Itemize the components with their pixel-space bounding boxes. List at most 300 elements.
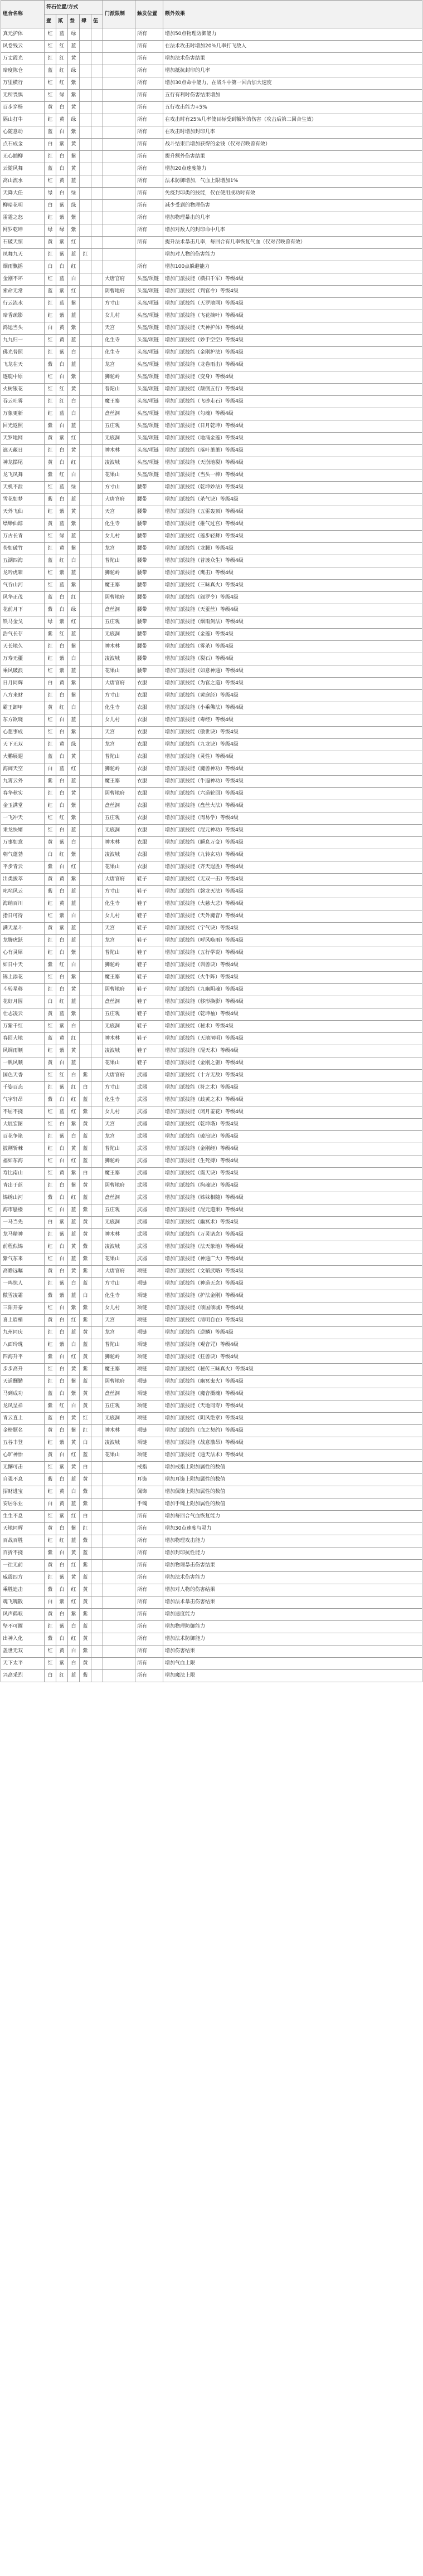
- row-slot-4: [80, 445, 91, 457]
- row-slot-1: 绿: [45, 616, 56, 629]
- row-sect: 花果山: [103, 861, 135, 874]
- table-row: [1, 53, 422, 65]
- row-slot-3: 蓝: [68, 1290, 80, 1302]
- row-effect: 增加门派技能（十方无敌）等级4级: [163, 1070, 422, 1082]
- row-name: 斗转星移: [1, 984, 45, 996]
- row-slot-2: 白: [56, 1547, 68, 1560]
- row-slot-5: [91, 1057, 103, 1070]
- row-slot-4: [80, 433, 91, 445]
- row-slot-1: 红: [45, 1302, 56, 1315]
- row-effect: 增加法术防御能力: [163, 1633, 422, 1645]
- row-trigger: 所有: [135, 212, 163, 224]
- table-row: [1, 200, 422, 212]
- row-name: 自强不息: [1, 1474, 45, 1486]
- row-slot-5: [91, 1241, 103, 1253]
- table-row: [1, 665, 422, 678]
- table-row: [1, 102, 422, 114]
- row-slot-3: 蓝: [68, 175, 80, 188]
- row-sect: 盘丝洞: [103, 800, 135, 812]
- row-effect: 增加门派技能（清明自在）等级4级: [163, 1315, 422, 1327]
- table-row: [1, 151, 422, 163]
- table-row: [1, 1400, 422, 1413]
- row-slot-3: 紫: [68, 678, 80, 690]
- row-slot-1: 绿: [45, 188, 56, 200]
- row-slot-3: 紫: [68, 151, 80, 163]
- row-slot-1: 红: [45, 1535, 56, 1547]
- row-slot-3: 白: [68, 408, 80, 420]
- row-trigger: 武器: [135, 1119, 163, 1131]
- row-trigger: 腰带: [135, 518, 163, 531]
- row-sect: [103, 139, 135, 151]
- row-trigger: 腰带: [135, 641, 163, 653]
- row-slot-3: 绿: [68, 604, 80, 616]
- row-effect: 增加门派技能（变身）等级4级: [163, 371, 422, 384]
- table-row: [1, 347, 422, 359]
- row-effect: 增加门派技能（神通广大）等级4级: [163, 1253, 422, 1266]
- row-slot-2: 黄: [56, 898, 68, 910]
- row-trigger: 鞋子: [135, 923, 163, 935]
- row-effect: 增加门派技能（倾国倾城）等级4级: [163, 1302, 422, 1315]
- row-slot-3: 紫: [68, 518, 80, 531]
- row-slot-4: [80, 690, 91, 702]
- row-slot-2: 紫: [56, 310, 68, 322]
- row-sect: 狮驼岭: [103, 371, 135, 384]
- table-row: [1, 1670, 422, 1682]
- row-effect: 增加气血上限: [163, 1658, 422, 1670]
- row-slot-5: [91, 1106, 103, 1119]
- row-slot-4: 黄: [80, 1658, 91, 1670]
- row-effect: 增加门派技能（移形换影）等级4级: [163, 996, 422, 1008]
- row-sect: 方寸山: [103, 1278, 135, 1290]
- row-slot-1: 红: [45, 41, 56, 53]
- row-slot-1: 红: [45, 567, 56, 580]
- row-slot-3: 白: [68, 396, 80, 408]
- row-name: 九州同庆: [1, 1327, 45, 1339]
- row-name: 生生不息: [1, 1511, 45, 1523]
- row-sect: 大唐官府: [103, 1266, 135, 1278]
- row-sect: 龙宫: [103, 739, 135, 751]
- row-slot-1: 红: [45, 445, 56, 457]
- row-slot-5: [91, 1584, 103, 1596]
- row-effect: 增加门派技能（通天法术）等级4级: [163, 1449, 422, 1462]
- row-trigger: 武器: [135, 1180, 163, 1192]
- row-slot-1: 红: [45, 28, 56, 41]
- table-row: [1, 1645, 422, 1658]
- row-name: 锦上添花: [1, 972, 45, 984]
- table-row: [1, 678, 422, 690]
- table-row: [1, 555, 422, 567]
- row-name: 隔山打牛: [1, 114, 45, 126]
- row-slot-2: 红: [56, 41, 68, 53]
- row-slot-2: 紫: [56, 249, 68, 261]
- row-slot-1: 红: [45, 114, 56, 126]
- row-sect: 花果山: [103, 1057, 135, 1070]
- row-slot-1: 蓝: [45, 126, 56, 139]
- row-slot-2: 红: [56, 849, 68, 861]
- row-slot-4: [80, 702, 91, 714]
- row-slot-1: 黄: [45, 1315, 56, 1327]
- row-effect: 增加门派技能（推气过宫）等级4级: [163, 518, 422, 531]
- row-slot-3: 白: [68, 1021, 80, 1033]
- row-slot-5: [91, 1449, 103, 1462]
- row-slot-4: 紫: [80, 1070, 91, 1082]
- row-slot-1: 黄: [45, 1008, 56, 1021]
- row-slot-4: [80, 665, 91, 678]
- row-slot-3: 白: [68, 347, 80, 359]
- row-slot-1: 红: [45, 714, 56, 727]
- row-name: 天下无双: [1, 739, 45, 751]
- row-sect: 无底洞: [103, 629, 135, 641]
- row-effect: 增加门派技能（金刚经）等级4级: [163, 1143, 422, 1155]
- row-slot-1: 红: [45, 1143, 56, 1155]
- row-slot-2: 紫: [56, 665, 68, 678]
- row-sect: [103, 1572, 135, 1584]
- row-trigger: 戒指: [135, 1462, 163, 1474]
- table-row: [1, 396, 422, 408]
- row-slot-4: [80, 224, 91, 237]
- row-slot-4: [80, 641, 91, 653]
- row-name: 雷霆之怒: [1, 212, 45, 224]
- row-slot-1: 红: [45, 1511, 56, 1523]
- row-slot-2: 蓝: [56, 763, 68, 776]
- row-effect: 增加门派技能（金刚护法）等级4级: [163, 347, 422, 359]
- row-slot-5: [91, 469, 103, 482]
- row-slot-2: 白: [56, 494, 68, 506]
- row-slot-2: 紫: [56, 616, 68, 629]
- row-trigger: 头盔/项链: [135, 322, 163, 335]
- table-row: [1, 359, 422, 371]
- row-slot-3: 黄: [68, 102, 80, 114]
- row-name: 天道酬勤: [1, 1376, 45, 1388]
- row-trigger: 项链: [135, 1339, 163, 1351]
- row-trigger: 项链: [135, 1364, 163, 1376]
- row-slot-1: 红: [45, 1045, 56, 1057]
- row-sect: [103, 1462, 135, 1474]
- table-row: [1, 996, 422, 1008]
- row-slot-2: 红: [56, 812, 68, 825]
- row-slot-2: 白: [56, 1119, 68, 1131]
- row-slot-1: 白: [45, 1498, 56, 1511]
- table-row: [1, 1266, 422, 1278]
- table-row: [1, 384, 422, 396]
- row-name: 气吞山河: [1, 580, 45, 592]
- row-trigger: [135, 249, 163, 261]
- row-slot-1: 红: [45, 1106, 56, 1119]
- row-slot-2: 黄: [56, 114, 68, 126]
- row-slot-2: 白: [56, 1266, 68, 1278]
- row-effect: 五行有利时伤害结果增加: [163, 90, 422, 102]
- table-row: [1, 653, 422, 665]
- row-name: 九霄云外: [1, 776, 45, 788]
- row-slot-5: [91, 482, 103, 494]
- row-slot-5: [91, 898, 103, 910]
- row-slot-1: 蓝: [45, 163, 56, 175]
- row-effect: 增加门派技能（破浪诀）等级4级: [163, 1131, 422, 1143]
- row-slot-5: [91, 261, 103, 273]
- row-slot-5: [91, 396, 103, 408]
- row-slot-5: [91, 1315, 103, 1327]
- row-trigger: 项链: [135, 1425, 163, 1437]
- row-slot-3: 红: [68, 1511, 80, 1523]
- row-slot-4: [80, 163, 91, 175]
- row-slot-1: 黄: [45, 1523, 56, 1535]
- table-row: [1, 371, 422, 384]
- row-slot-4: 蓝: [80, 1621, 91, 1633]
- row-name: 行云流水: [1, 298, 45, 310]
- row-slot-5: [91, 592, 103, 604]
- row-slot-1: 红: [45, 77, 56, 90]
- row-effect: 增加门派技能（混元道果）等级4级: [163, 1204, 422, 1217]
- row-slot-5: [91, 1339, 103, 1351]
- row-slot-3: 蓝: [68, 1474, 80, 1486]
- table-row: [1, 604, 422, 616]
- row-slot-1: 红: [45, 812, 56, 825]
- row-slot-3: 白: [68, 1400, 80, 1413]
- row-slot-1: 白: [45, 139, 56, 151]
- row-slot-2: 白: [56, 1388, 68, 1400]
- row-name: 叱咤风云: [1, 886, 45, 898]
- row-trigger: 衣服: [135, 837, 163, 849]
- row-slot-2: 紫: [56, 1462, 68, 1474]
- row-slot-2: 红: [56, 555, 68, 567]
- row-slot-3: 蓝: [68, 420, 80, 433]
- row-slot-2: 白: [56, 1413, 68, 1425]
- row-slot-1: 红: [45, 482, 56, 494]
- header-sect: 门派限制: [103, 1, 135, 28]
- table-row: [1, 751, 422, 763]
- table-row: [1, 1413, 422, 1425]
- row-name: 千姿百态: [1, 1082, 45, 1094]
- row-slot-4: 蓝: [80, 1143, 91, 1155]
- row-slot-5: [91, 1511, 103, 1523]
- row-name: 魂飞魄散: [1, 1596, 45, 1609]
- row-slot-2: 白: [56, 947, 68, 959]
- row-slot-4: 黄: [80, 1217, 91, 1229]
- table-row: [1, 763, 422, 776]
- row-sect: 大唐官府: [103, 678, 135, 690]
- table-row: [1, 629, 422, 641]
- row-trigger: 衣服: [135, 861, 163, 874]
- table-row: [1, 1498, 422, 1511]
- row-effect: 增加门派技能（混天术）等级4级: [163, 1045, 422, 1057]
- row-effect: 增加门派技能（天神护体）等级4级: [163, 322, 422, 335]
- row-slot-1: 紫: [45, 1547, 56, 1560]
- row-slot-2: 蓝: [56, 273, 68, 286]
- row-trigger: 所有: [135, 163, 163, 175]
- row-slot-1: 红: [45, 1253, 56, 1266]
- row-slot-3: 紫: [68, 812, 80, 825]
- row-slot-5: [91, 212, 103, 224]
- table-row: [1, 739, 422, 751]
- row-slot-1: 红: [45, 1462, 56, 1474]
- row-slot-5: [91, 310, 103, 322]
- row-slot-4: [80, 727, 91, 739]
- row-sect: 化生寺: [103, 518, 135, 531]
- row-effect: 增加门派技能（黄庭经）等级4级: [163, 690, 422, 702]
- row-effect: 减少受到的物理伤害: [163, 200, 422, 212]
- header-effect: 额外效果: [163, 1, 422, 28]
- row-slot-4: [80, 751, 91, 763]
- row-effect: 增加门派技能（五雷轰顶）等级4级: [163, 506, 422, 518]
- row-slot-2: 紫: [56, 653, 68, 665]
- row-slot-5: [91, 984, 103, 996]
- row-slot-4: 紫: [80, 1253, 91, 1266]
- row-slot-2: 紫: [56, 1437, 68, 1449]
- row-slot-4: [80, 420, 91, 433]
- row-slot-1: 黄: [45, 1057, 56, 1070]
- row-slot-1: 蓝: [45, 1033, 56, 1045]
- row-slot-4: 蓝: [80, 1278, 91, 1290]
- row-trigger: 头盔/项链: [135, 286, 163, 298]
- row-trigger: 所有: [135, 28, 163, 41]
- row-trigger: 腰带: [135, 580, 163, 592]
- row-sect: 天宫: [103, 1315, 135, 1327]
- row-slot-1: 黄: [45, 923, 56, 935]
- row-slot-2: 白: [56, 1633, 68, 1645]
- row-trigger: 所有: [135, 90, 163, 102]
- row-name: 百折不挠: [1, 1547, 45, 1560]
- row-effect: 增加封印抗性能力: [163, 1547, 422, 1560]
- row-slot-3: 红: [68, 861, 80, 874]
- row-trigger: 所有: [135, 1658, 163, 1670]
- table-row: [1, 494, 422, 506]
- row-slot-5: [91, 1498, 103, 1511]
- row-slot-1: 红: [45, 984, 56, 996]
- row-trigger: 腰带: [135, 653, 163, 665]
- row-slot-5: [91, 800, 103, 812]
- row-trigger: 鞋子: [135, 910, 163, 923]
- row-slot-3: 红: [68, 433, 80, 445]
- row-slot-4: 蓝: [80, 1339, 91, 1351]
- row-effect: 增加门派技能（天外魔音）等级4级: [163, 910, 422, 923]
- row-effect: 增加每回合气血恢复能力: [163, 1511, 422, 1523]
- row-slot-3: 白: [68, 555, 80, 567]
- row-trigger: 衣服: [135, 825, 163, 837]
- row-slot-5: [91, 690, 103, 702]
- row-effect: 增加门派技能（狂兽诀）等级4级: [163, 1351, 422, 1364]
- row-name: 前程似锦: [1, 1241, 45, 1253]
- row-trigger: 项链: [135, 1315, 163, 1327]
- row-effect: 增加门派技能（逆鳞）等级4级: [163, 1327, 422, 1339]
- row-effect: 增加门派技能（乾坤袖）等级4级: [163, 1008, 422, 1021]
- row-slot-3: 蓝: [68, 996, 80, 1008]
- row-sect: [103, 1547, 135, 1560]
- row-sect: 五庄观: [103, 1204, 135, 1217]
- header-slot-3: 叁: [68, 14, 80, 28]
- table-row: [1, 175, 422, 188]
- row-slot-5: [91, 151, 103, 163]
- row-slot-5: [91, 1070, 103, 1082]
- row-name: 海纳百川: [1, 898, 45, 910]
- row-slot-3: 白: [68, 910, 80, 923]
- row-slot-3: 紫: [68, 1119, 80, 1131]
- table-row: [1, 286, 422, 298]
- row-slot-2: 蓝: [56, 1008, 68, 1021]
- row-slot-4: 黄: [80, 1584, 91, 1596]
- row-slot-4: 黄: [80, 1180, 91, 1192]
- row-name: 平步青云: [1, 861, 45, 874]
- row-sect: [103, 1609, 135, 1621]
- table-row: [1, 163, 422, 175]
- row-slot-4: [80, 959, 91, 972]
- row-trigger: 腰带: [135, 567, 163, 580]
- row-slot-4: [80, 984, 91, 996]
- row-name: 雪花如梦: [1, 494, 45, 506]
- row-trigger: 所有: [135, 139, 163, 151]
- row-sect: 龙宫: [103, 1327, 135, 1339]
- row-slot-4: [80, 1033, 91, 1045]
- row-slot-3: 蓝: [68, 1498, 80, 1511]
- row-slot-5: [91, 972, 103, 984]
- row-trigger: 鞋子: [135, 947, 163, 959]
- row-name: 浩气长存: [1, 629, 45, 641]
- header-slot-5: 伍: [91, 14, 103, 28]
- table-row: [1, 261, 422, 273]
- row-slot-3: 红: [68, 1560, 80, 1572]
- row-effect: 增加门派技能（天崩地裂）等级4级: [163, 457, 422, 469]
- row-slot-3: 黄: [68, 1547, 80, 1560]
- row-trigger: 项链: [135, 1278, 163, 1290]
- row-slot-5: [91, 384, 103, 396]
- row-slot-3: 红: [68, 1596, 80, 1609]
- table-row: [1, 812, 422, 825]
- row-slot-3: 白: [68, 1486, 80, 1498]
- row-trigger: 头盔/项链: [135, 457, 163, 469]
- row-trigger: 腰带: [135, 604, 163, 616]
- row-sect: 阴曹地府: [103, 1376, 135, 1388]
- row-name: 万象更新: [1, 408, 45, 420]
- row-slot-1: 红: [45, 580, 56, 592]
- row-slot-5: [91, 65, 103, 77]
- row-name: 万里横行: [1, 77, 45, 90]
- row-slot-3: 紫: [68, 224, 80, 237]
- row-sect: [103, 175, 135, 188]
- row-slot-2: 红: [56, 1670, 68, 1682]
- row-effect: 增加门派技能（烟雨剑法）等级4级: [163, 616, 422, 629]
- row-sect: 盘丝洞: [103, 1388, 135, 1400]
- row-effect: 在法术攻击时增加20%几率打飞敌人: [163, 41, 422, 53]
- table-row: [1, 90, 422, 102]
- row-slot-2: 蓝: [56, 580, 68, 592]
- row-sect: 五庄观: [103, 420, 135, 433]
- row-name: 心有灵犀: [1, 947, 45, 959]
- row-effect: 增加门派技能（阎罗令）等级4级: [163, 592, 422, 604]
- row-sect: 大唐官府: [103, 1070, 135, 1082]
- row-sect: 神木林: [103, 445, 135, 457]
- row-trigger: 腰带: [135, 629, 163, 641]
- row-slot-3: 红: [68, 592, 80, 604]
- table-row: [1, 935, 422, 947]
- table-row: [1, 1596, 422, 1609]
- table-row: [1, 1560, 422, 1572]
- row-slot-5: [91, 1192, 103, 1204]
- row-slot-4: [80, 335, 91, 347]
- row-sect: 化生寺: [103, 1290, 135, 1302]
- row-slot-3: 紫: [68, 727, 80, 739]
- table-row: [1, 1180, 422, 1192]
- row-slot-4: 白: [80, 1511, 91, 1523]
- row-effect: 增加门派技能（毒经）等级4级: [163, 714, 422, 727]
- row-slot-1: 红: [45, 1082, 56, 1094]
- row-trigger: 腰带: [135, 482, 163, 494]
- row-slot-4: 紫: [80, 1498, 91, 1511]
- row-slot-5: [91, 445, 103, 457]
- row-trigger: 鞋子: [135, 1057, 163, 1070]
- table-row: [1, 335, 422, 347]
- row-effect: 增加门派技能（天地洞明）等级4级: [163, 1033, 422, 1045]
- row-trigger: 鞋子: [135, 1033, 163, 1045]
- row-slot-3: 紫: [68, 543, 80, 555]
